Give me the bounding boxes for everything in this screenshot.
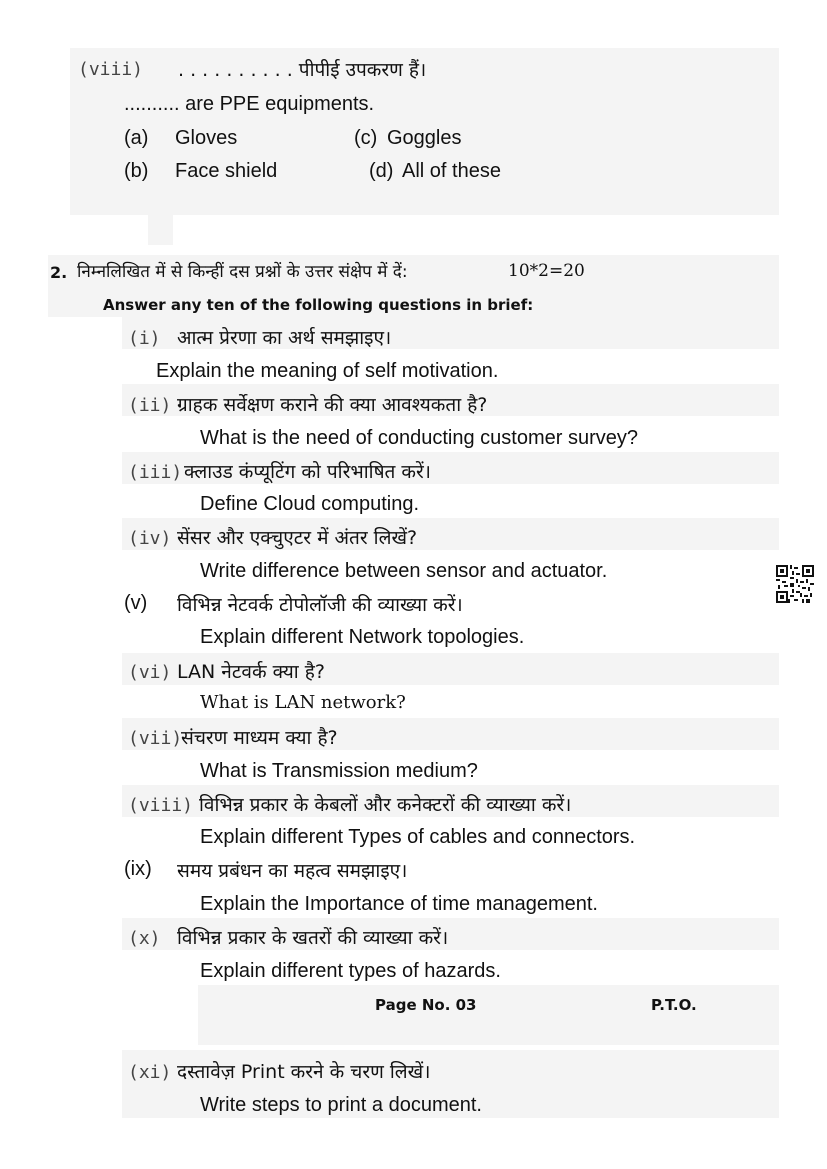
pto-label: P.T.O. (651, 996, 697, 1014)
question-hindi: संचरण माध्यम क्या है? (181, 727, 338, 749)
question-number: (ii) (128, 395, 172, 416)
question-number: (ix) (124, 858, 152, 880)
question-hindi: . . . . . . . . . . पीपीई उपकरण हैं। (178, 59, 427, 81)
option-text: Goggles (387, 127, 462, 149)
question-english: Define Cloud computing. (200, 493, 420, 515)
question-number: (vii) (128, 728, 183, 749)
question-number: (vi) (128, 662, 172, 683)
option-label: (c) (354, 127, 378, 149)
question-hindi: विभिन्न नेटवर्क टोपोलॉजी की व्याख्या करें। (177, 594, 463, 616)
question-number: (x) (128, 928, 161, 949)
question-hindi: समय प्रबंधन का महत्व समझाइए। (177, 860, 408, 882)
question-english: Explain different Types of cables and connectors. (200, 826, 636, 848)
question-number: (viii) (78, 59, 144, 80)
question-hindi: क्लाउड कंप्यूटिंग को परिभाषित करें। (184, 461, 431, 483)
question-english: Explain the Importance of time management. (200, 893, 598, 915)
question-hindi: सेंसर और एक्चुएटर में अंतर लिखें? (177, 527, 418, 549)
question-number: (v) (124, 592, 148, 614)
question-hindi: LAN नेटवर्क क्या है? (177, 661, 325, 683)
question-english: Write difference between sensor and actuator. (200, 560, 608, 582)
question-english: Explain the meaning of self motivation. (156, 360, 499, 382)
option-label: (d) (369, 160, 394, 182)
section-instruction-english: Answer any ten of the following questions in brief: (103, 296, 534, 314)
question-number: (i) (128, 328, 161, 349)
section-marks: 10*2=20 (508, 261, 585, 281)
question-english: Explain different Network topologies. (200, 626, 525, 648)
question-english: Explain different types of hazards. (200, 960, 501, 982)
question-hindi: ग्राहक सर्वेक्षण कराने की क्या आवश्यकता है? (177, 394, 488, 416)
question-hindi: दस्तावेज़ Print करने के चरण लिखें। (177, 1061, 431, 1083)
question-english: What is LAN network? (200, 692, 406, 713)
question-english: .......... are PPE equipments. (124, 93, 375, 115)
question-english: What is Transmission medium? (200, 760, 478, 782)
question-hindi: विभिन्न प्रकार के केबलों और कनेक्टरों की व्याख्या करें। (199, 794, 572, 816)
question-number: (iv) (128, 528, 172, 549)
question-english: Write steps to print a document. (200, 1094, 482, 1116)
option-text: All of these (402, 160, 501, 182)
question-hindi: विभिन्न प्रकार के खतरों की व्याख्या करें। (177, 927, 449, 949)
question-number: (iii) (128, 462, 183, 483)
question-number: (viii) (128, 795, 194, 816)
option-label: (b) (124, 160, 149, 182)
question-number: (xi) (128, 1062, 172, 1083)
option-text: Gloves (175, 127, 238, 149)
section-instruction-hindi: निम्नलिखित में से किन्हीं दस प्रश्नों के उत्तर संक्षेप में दें: (77, 262, 408, 282)
page-number: Page No. 03 (375, 996, 477, 1014)
option-label: (a) (124, 127, 149, 149)
option-text: Face shield (175, 160, 278, 182)
section-number: 2. (50, 263, 68, 282)
question-english: What is the need of conducting customer survey? (200, 427, 639, 449)
qr-code-icon (776, 565, 814, 603)
question-hindi: आत्म प्रेरणा का अर्थ समझाइए। (177, 327, 392, 349)
